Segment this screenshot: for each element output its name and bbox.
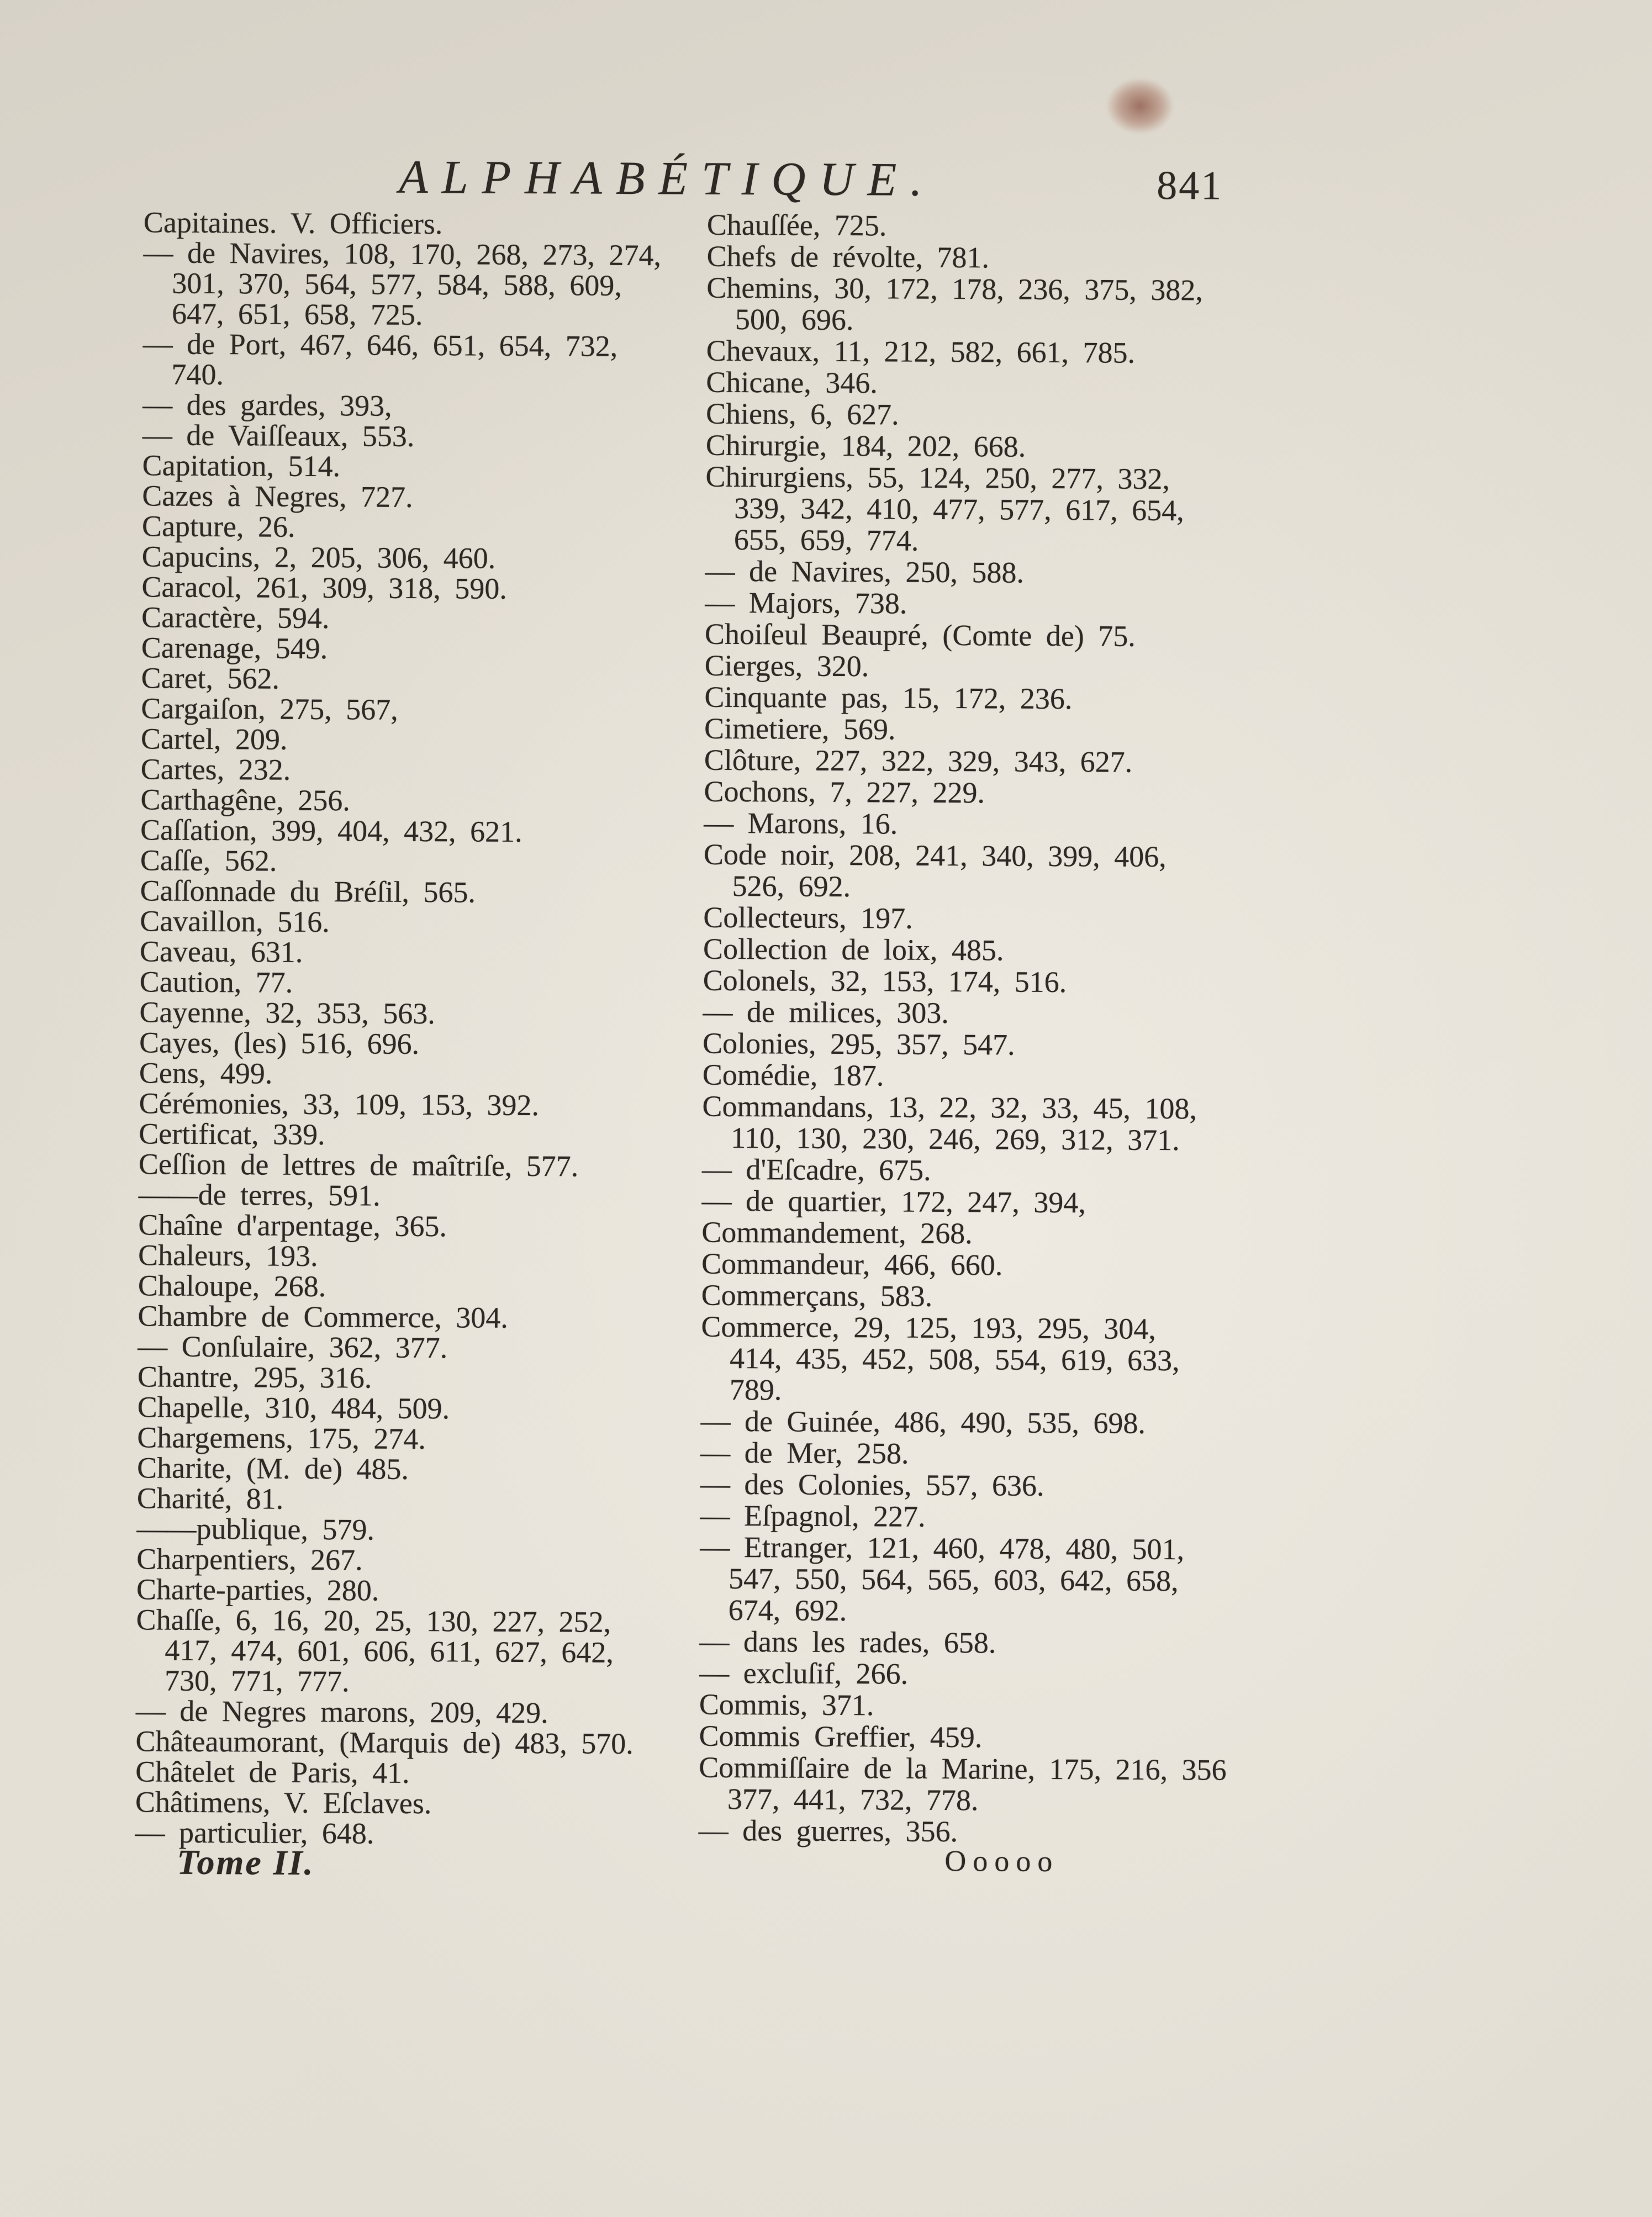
index-entry-heading: — dans les rades, 658. [699,1624,996,1660]
index-entry-heading: Choiſeul Beaupré, (Comte de) 75. [704,617,1136,653]
index-entry [705,587,1285,621]
index-entry-heading: Chaſſe, 6, 16, 20, 25, 130, 227, 252, [136,1603,611,1639]
index-entry [143,237,690,331]
running-head-title: ALPHABÉTIQUE. [399,150,936,206]
index-entry [700,1500,1280,1534]
index-entry-heading: — de quartier, 172, 247, 394, [701,1184,1086,1220]
index-entry-continuation: 417, 474, 601, 606, 611, 627, 642, [165,1633,614,1669]
index-entry [142,481,689,514]
index-entry [142,511,689,544]
index-entry-heading: — de Navires, 250, 588. [705,554,1025,589]
index-entry-heading: Caution, 77. [139,965,293,999]
index-entry [141,754,688,787]
index-entry-continuation: 301, 370, 564, 577, 584, 588, 609, [172,266,622,302]
index-entry [141,693,688,726]
index-entry [138,1240,685,1273]
index-entry [142,450,689,483]
index-entry [138,1392,684,1425]
index-entry-heading: — de Negres marons, 209, 429. [135,1694,548,1730]
index-entry [701,1280,1281,1314]
index-entry-heading: — Etranger, 121, 460, 478, 480, 501, [700,1530,1185,1566]
index-entry-heading: — Eſpagnol, 227. [700,1498,926,1533]
index-entry-heading: Cayes, (les) 516, 696. [139,1026,420,1060]
index-entry [704,682,1284,716]
index-entry-heading: Cazes à Negres, 727. [142,479,413,514]
index-entry-heading: Chaleurs, 193. [138,1238,318,1273]
index-entry [135,1726,682,1759]
signature-mark: Ooooo [944,1844,1059,1878]
index-entry-heading: Chefs de révolte, 781. [706,239,990,275]
index-entry [706,398,1286,432]
index-entry-heading: ——publique, 579. [136,1512,375,1546]
index-entry-heading: Caractère, 594. [141,600,330,635]
index-entry [699,1720,1279,1755]
index-entry-heading: Chiens, 6, 627. [705,397,899,431]
index-entry-heading: — particulier, 648. [135,1815,374,1850]
index-entry [139,1058,686,1091]
index-entry-heading: Commis Greffier, 459. [699,1719,983,1754]
index-entry [699,1752,1279,1818]
index-entry [699,1689,1279,1723]
index-entry-heading: — des gardes, 393, [142,388,392,423]
index-entry [701,1185,1281,1220]
index-entry-continuation: 110, 130, 230, 246, 269, 312, 371. [731,1121,1180,1157]
page-number: 841 [1157,162,1223,209]
index-entry [706,241,1286,275]
index-entry-heading: Cens, 499. [139,1056,273,1090]
index-entry [142,420,689,453]
index-entry [702,1091,1282,1157]
index-entry-heading: Colonels, 32, 153, 174, 516. [703,963,1067,999]
index-entry-heading: Certificat, 339. [139,1117,325,1152]
index-entry-heading: Charte-parties, 280. [136,1572,379,1607]
index-entry [700,1406,1280,1440]
index-entry [139,1088,685,1121]
index-entry-heading: — de Guinée, 486, 490, 535, 698. [700,1404,1146,1440]
index-entry-heading: — Conſulaire, 362, 377. [138,1329,448,1365]
index-entry [140,784,687,817]
index-entry [136,1604,683,1698]
index-entry [141,724,688,757]
index-entry-heading: — de Port, 467, 646, 651, 654, 732, [142,327,618,363]
index-entry-heading: Clôture, 227, 322, 329, 343, 627. [704,743,1133,779]
index-entry-heading: — Marons, 16. [704,806,898,841]
index-entry-heading: — des guerres, 356. [698,1813,958,1849]
index-entry [141,572,688,605]
index-entry-continuation: 526, 692. [732,869,851,904]
index-entry [703,996,1282,1031]
index-entry [142,329,690,392]
index-entry [705,556,1285,590]
index-entry [135,1756,682,1790]
index-entry [701,1248,1281,1282]
index-entry [138,1331,684,1364]
index-entry [706,367,1286,401]
index-entry [699,1626,1279,1660]
index-entry [700,1437,1280,1471]
index-entry-heading: Chaloupe, 268. [138,1269,326,1303]
index-entry-heading: Cartes, 232. [140,752,291,786]
index-entry [138,1270,685,1303]
index-entry-continuation: 500, 696. [735,302,854,337]
index-entry-heading: Caſſonnade du Bréſil, 565. [140,874,476,909]
index-entry-heading: Chauſſée, 725. [706,208,887,242]
index-entry-heading: ——de terres, 591. [138,1178,381,1212]
index-entry-heading: Cimetiere, 569. [704,711,896,746]
index-entry-heading: — de Navires, 108, 170, 268, 273, 274, [143,236,662,272]
index-entry-heading: Commiſſaire de la Marine, 175, 216, 356 [699,1750,1227,1787]
index-entry-heading: Chevaux, 11, 212, 582, 661, 785. [706,334,1136,370]
index-entry-heading: Carenage, 549. [141,631,328,666]
index-entry-heading: Comédie, 187. [702,1058,884,1092]
index-entry-heading: Charpentiers, 267. [136,1542,363,1577]
index-entry [137,1453,684,1486]
index-entry-heading: Caret, 562. [141,661,280,695]
index-entry-continuation: 789. [729,1373,782,1407]
index-entry-heading: Chirurgiens, 55, 124, 250, 277, 332, [705,460,1170,496]
index-entry-heading: Chirurgie, 184, 202, 668. [705,428,1026,463]
index-entry [136,1513,683,1546]
index-entry-heading: — d'Eſcadre, 675. [701,1152,931,1187]
index-entry-heading: Capitaines. V. Officiers. [143,205,443,241]
index-entry [140,875,687,909]
ink-stain [1107,78,1173,134]
index-entry-heading: — de Mer, 258. [700,1435,909,1470]
index-entry [704,713,1284,747]
index-entry-heading: Commis, 371. [699,1687,874,1722]
index-entry [142,389,689,423]
index-entry [705,650,1285,684]
index-entry-heading: Cavaillon, 516. [140,904,330,939]
index-entry-continuation: 730, 771, 777. [164,1664,350,1698]
index-entry-heading: Collecteurs, 197. [703,900,913,935]
index-entry [137,1483,684,1516]
index-entry [140,906,687,939]
index-entry-continuation: 547, 550, 564, 565, 603, 642, 658, [728,1561,1179,1598]
index-entry [138,1361,684,1395]
index-entry [703,902,1283,936]
index-entry [704,745,1284,779]
index-entry-heading: Châtelet de Paris, 41. [135,1755,410,1790]
index-entry-heading: Châteaumorant, (Marquis de) 483, 570. [135,1724,634,1761]
index-entry-heading: Cierges, 320. [704,648,869,683]
index-entry-heading: Cochons, 7, 227, 229. [704,774,985,810]
index-entry [139,1027,686,1060]
index-entry-continuation: 740. [171,357,224,392]
index-entry [140,936,687,969]
index-entry [699,1658,1279,1692]
index-entry [702,1154,1282,1188]
index-entry-heading: Cayenne, 32, 353, 563. [139,995,435,1031]
index-entry-heading: Ceſſion de lettres de maîtriſe, 577. [138,1147,579,1183]
index-entry-heading: Chantre, 295, 316. [137,1360,372,1395]
index-entry-heading: Chicane, 346. [706,365,878,400]
index-entry [705,461,1286,558]
index-entry-heading: Carthagêne, 256. [140,783,350,817]
index-entry-heading: Chargemens, 175, 274. [137,1421,426,1456]
index-entry-heading: Capitation, 514. [142,448,341,483]
index-entry-heading: Cérémonies, 33, 109, 153, 392. [139,1086,540,1122]
index-entry [139,1149,685,1182]
index-entry [700,1532,1280,1629]
index-entry [136,1696,683,1729]
index-entry-heading: Code noir, 208, 241, 340, 399, 406, [703,837,1167,874]
index-entry [144,207,690,240]
index-entry-heading: Charité, 81. [136,1481,284,1516]
index-entry-heading: Châtimens, V. Eſclaves. [135,1785,432,1820]
index-entry [142,541,689,574]
index-entry-heading: Capucins, 2, 205, 306, 460. [141,540,496,575]
index-entry [704,807,1284,842]
index-entry [703,1028,1282,1062]
index-entry-heading: Caveau, 631. [139,935,303,969]
index-entry-continuation: 674, 692. [728,1593,847,1628]
index-column-right [699,209,1287,1849]
index-entry-heading: Commandement, 268. [701,1215,973,1250]
index-entry-heading: Chapelle, 310, 484, 509. [137,1390,450,1426]
index-entry-continuation: 647, 651, 658, 725. [171,297,423,332]
index-entry [701,1217,1281,1251]
index-entry [140,967,687,1000]
index-entry [704,776,1284,810]
index-entry-heading: Commandeur, 466, 660. [701,1247,1003,1282]
index-entry [703,839,1284,905]
index-entry-continuation: 339, 342, 410, 477, 577, 617, 654, [734,491,1184,527]
index-entry [140,815,687,848]
index-entry [136,1574,683,1607]
index-entry-continuation: 377, 441, 732, 778. [727,1782,979,1817]
index-entry-heading: — excluſif, 266. [699,1656,909,1691]
index-entry-heading: — de milices, 303. [703,995,949,1030]
index-entry [707,209,1287,244]
index-entry-continuation: 414, 435, 452, 508, 554, 619, 633, [729,1341,1180,1377]
index-entry-heading: Commandans, 13, 22, 32, 33, 45, 108, [702,1089,1197,1126]
index-entry [703,965,1283,999]
index-entry [135,1787,682,1820]
index-entry [706,335,1286,370]
index-entry-heading: Chaîne d'arpentage, 365. [138,1208,447,1243]
index-entry-heading: Chambre de Commerce, 304. [138,1299,509,1334]
index-entry [703,933,1283,968]
index-entry-heading: — de Vaiſſeaux, 553. [142,418,415,453]
index-entry [139,1179,685,1212]
index-entry [700,1469,1280,1503]
index-entry-heading: Collection de loix, 485. [703,932,1004,967]
index-entry [137,1422,684,1455]
index-entry-heading: Commerce, 29, 125, 193, 295, 304, [701,1310,1157,1345]
index-entry [136,1544,683,1577]
index-entry [701,1311,1281,1408]
index-entry-heading: Cartel, 209. [140,722,288,756]
index-entry [138,1210,685,1243]
volume-label: Tome II. [177,1842,315,1883]
index-entry [705,619,1285,653]
index-entry-heading: — des Colonies, 557, 636. [700,1467,1044,1502]
index-entry-continuation: 655, 659, 774. [733,522,919,557]
index-column-left [135,207,690,1850]
index-entry-heading: — Majors, 738. [705,585,907,620]
index-entry-heading: Colonies, 295, 357, 547. [702,1026,1015,1062]
index-entry [141,663,688,696]
index-entry-heading: Caſſe, 562. [140,843,277,878]
index-entry [140,845,687,878]
index-entry-heading: Caracol, 261, 309, 318, 590. [141,570,507,605]
index-entry [703,1059,1282,1094]
index-entry-heading: Caſſation, 399, 404, 432, 621. [140,813,522,848]
index-entry [706,430,1286,464]
index-entry [139,1118,685,1152]
index-entry [141,632,688,666]
index-entry [139,997,686,1030]
index-entry [138,1301,684,1334]
index-entry [706,272,1287,338]
index-entry-heading: Cinquante pas, 15, 172, 236. [704,680,1073,716]
index-entry [141,602,688,635]
index-entry-heading: Commerçans, 583. [701,1278,933,1313]
index-entry-heading: Cargaiſon, 275, 567, [141,692,398,726]
index-entry-heading: Charite, (M. de) 485. [136,1451,409,1486]
index-entry-heading: Capture, 26. [141,509,295,543]
index-entry-heading: Chemins, 30, 172, 178, 236, 375, 382, [706,271,1203,307]
